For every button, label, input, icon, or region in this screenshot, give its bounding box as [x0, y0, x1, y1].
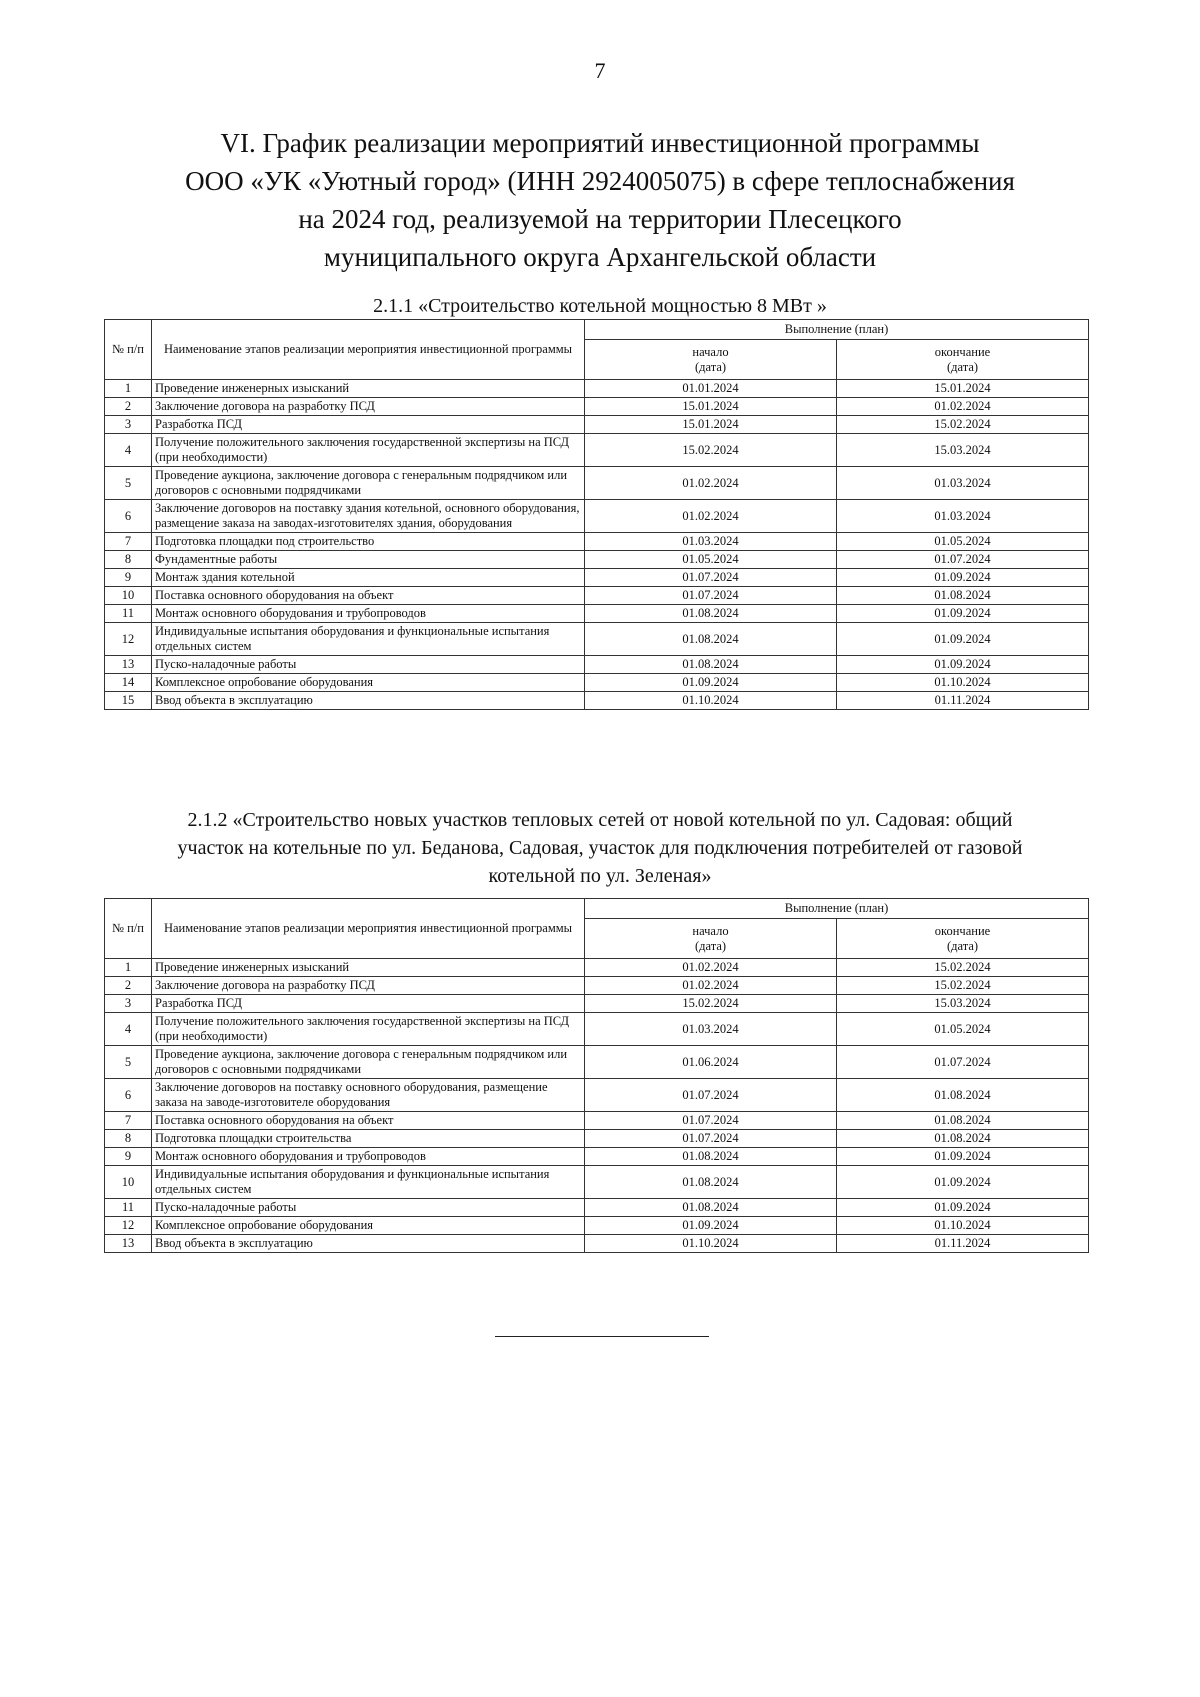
row-end-date: 01.09.2024 [837, 605, 1089, 623]
row-start-date: 01.07.2024 [585, 569, 837, 587]
row-end-date: 01.11.2024 [837, 1235, 1089, 1253]
row-number: 11 [105, 605, 152, 623]
row-stage: Монтаж здания котельной [152, 569, 585, 587]
row-number: 11 [105, 1199, 152, 1217]
row-number: 6 [105, 500, 152, 533]
table-row [105, 977, 1089, 995]
row-start-date: 01.07.2024 [585, 587, 837, 605]
header-end-label: окончание [934, 923, 991, 938]
row-start-date: 01.08.2024 [585, 656, 837, 674]
row-start-date: 15.01.2024 [585, 416, 837, 434]
table-row [105, 1199, 1089, 1217]
row-stage: Заключение договора на разработку ПСД [152, 398, 585, 416]
row-end-date: 01.09.2024 [837, 569, 1089, 587]
header-start-label: начало [692, 344, 729, 359]
row-end-date: 01.08.2024 [837, 587, 1089, 605]
table-row [105, 692, 1089, 710]
title-line: на 2024 год, реализуемой на территории Плесецкого [298, 204, 902, 234]
section2-caption [100, 806, 1100, 890]
table-row [105, 500, 1089, 533]
header-start-sub: (дата) [694, 359, 727, 374]
row-number: 12 [105, 623, 152, 656]
row-end-date: 01.05.2024 [837, 1013, 1089, 1046]
row-end-date: 15.02.2024 [837, 416, 1089, 434]
table-row [105, 467, 1089, 500]
row-stage: Фундаментные работы [152, 551, 585, 569]
header-stage: Наименование этапов реализации мероприятия инвестиционной программы [152, 899, 585, 959]
row-end-date: 15.03.2024 [837, 995, 1089, 1013]
row-number: 10 [105, 587, 152, 605]
section1-rows [105, 380, 1089, 710]
table-row [105, 959, 1089, 977]
row-stage: Подготовка площадки строительства [152, 1130, 585, 1148]
row-stage: Поставка основного оборудования на объект [152, 587, 585, 605]
row-end-date: 15.03.2024 [837, 434, 1089, 467]
row-start-date: 01.05.2024 [585, 551, 837, 569]
row-start-date: 01.07.2024 [585, 1079, 837, 1112]
section1-caption: 2.1.1 «Строительство котельной мощностью 8 МВт » [373, 295, 827, 317]
row-start-date: 01.01.2024 [585, 380, 837, 398]
row-end-date: 01.11.2024 [837, 692, 1089, 710]
row-end-date: 01.08.2024 [837, 1112, 1089, 1130]
row-start-date: 01.10.2024 [585, 692, 837, 710]
row-stage: Проведение аукциона, заключение договора с генеральным подрядчиком или договоров с основными подрядчиками [152, 1046, 585, 1079]
table-row [105, 587, 1089, 605]
row-number: 7 [105, 1112, 152, 1130]
table-row [105, 1217, 1089, 1235]
row-start-date: 01.06.2024 [585, 1046, 837, 1079]
header-end-label: окончание [934, 344, 991, 359]
row-start-date: 01.02.2024 [585, 959, 837, 977]
row-stage: Поставка основного оборудования на объект [152, 1112, 585, 1130]
row-start-date: 01.07.2024 [585, 1130, 837, 1148]
row-number: 9 [105, 569, 152, 587]
row-start-date: 01.08.2024 [585, 623, 837, 656]
row-stage: Проведение инженерных изысканий [152, 959, 585, 977]
row-start-date: 01.08.2024 [585, 605, 837, 623]
row-end-date: 01.10.2024 [837, 674, 1089, 692]
table-row [105, 1079, 1089, 1112]
header-start [585, 919, 837, 959]
row-stage: Проведение аукциона, заключение договора с генеральным подрядчиком или договоров с основными подрядчиками [152, 467, 585, 500]
header-start [585, 340, 837, 380]
row-stage: Комплексное опробование оборудования [152, 1217, 585, 1235]
row-stage: Индивидуальные испытания оборудования и функциональные испытания отдельных систем [152, 1166, 585, 1199]
row-end-date: 01.02.2024 [837, 398, 1089, 416]
row-number: 1 [105, 380, 152, 398]
title-line: ООО «УК «Уютный город» (ИНН 2924005075) в сфере теплоснабжения [185, 166, 1015, 196]
row-start-date: 01.02.2024 [585, 467, 837, 500]
table-row [105, 434, 1089, 467]
row-start-date: 01.09.2024 [585, 1217, 837, 1235]
table-row [105, 623, 1089, 656]
caption-line: котельной по ул. Зеленая» [488, 865, 712, 887]
row-number: 5 [105, 467, 152, 500]
row-end-date: 01.09.2024 [837, 656, 1089, 674]
row-stage: Заключение договора на разработку ПСД [152, 977, 585, 995]
row-end-date: 01.09.2024 [837, 1199, 1089, 1217]
table-row [105, 995, 1089, 1013]
row-stage: Проведение инженерных изысканий [152, 380, 585, 398]
row-stage: Получение положительного заключения государственной экспертизы на ПСД (при необходимости) [152, 1013, 585, 1046]
table-row [105, 1046, 1089, 1079]
row-number: 14 [105, 674, 152, 692]
table-row [105, 1166, 1089, 1199]
row-stage: Получение положительного заключения государственной экспертизы на ПСД (при необходимости) [152, 434, 585, 467]
row-stage: Разработка ПСД [152, 416, 585, 434]
row-end-date: 01.07.2024 [837, 551, 1089, 569]
table-row [105, 656, 1089, 674]
row-number: 4 [105, 434, 152, 467]
row-start-date: 15.02.2024 [585, 995, 837, 1013]
header-stage: Наименование этапов реализации мероприятия инвестиционной программы [152, 320, 585, 380]
table-row [105, 416, 1089, 434]
row-end-date: 01.08.2024 [837, 1079, 1089, 1112]
row-stage: Заключение договоров на поставку здания котельной, основного оборудования, размещение заказа на заводах-изготовителях здания, оборудования [152, 500, 585, 533]
row-end-date: 01.03.2024 [837, 467, 1089, 500]
row-stage: Монтаж основного оборудования и трубопроводов [152, 605, 585, 623]
row-number: 6 [105, 1079, 152, 1112]
row-end-date: 01.05.2024 [837, 533, 1089, 551]
table-row [105, 674, 1089, 692]
section2-rows [105, 959, 1089, 1253]
row-stage: Заключение договоров на поставку основного оборудования, размещение заказа на заводе-изготовителе оборудования [152, 1079, 585, 1112]
title-line: муниципального округа Архангельской области [323, 242, 877, 272]
row-number: 13 [105, 656, 152, 674]
header-end [837, 340, 1089, 380]
table-row [105, 380, 1089, 398]
row-number: 1 [105, 959, 152, 977]
table-row [105, 1112, 1089, 1130]
caption-line: 2.1.2 «Строительство новых участков тепловых сетей от новой котельной по ул. Садовая: общий [187, 809, 1013, 831]
row-start-date: 01.03.2024 [585, 1013, 837, 1046]
row-start-date: 15.01.2024 [585, 398, 837, 416]
row-end-date: 01.10.2024 [837, 1217, 1089, 1235]
page-title [100, 124, 1100, 276]
row-stage: Подготовка площадки под строительство [152, 533, 585, 551]
row-start-date: 01.08.2024 [585, 1199, 837, 1217]
row-start-date: 01.03.2024 [585, 533, 837, 551]
row-end-date: 15.02.2024 [837, 977, 1089, 995]
row-start-date: 01.10.2024 [585, 1235, 837, 1253]
row-start-date: 01.08.2024 [585, 1166, 837, 1199]
row-number: 2 [105, 977, 152, 995]
row-number: 3 [105, 416, 152, 434]
table-row [105, 605, 1089, 623]
row-start-date: 01.09.2024 [585, 674, 837, 692]
row-end-date: 01.07.2024 [837, 1046, 1089, 1079]
row-number: 3 [105, 995, 152, 1013]
caption-line: участок на котельные по ул. Беданова, Садовая, участок для подключения потребителей от газовой [177, 837, 1023, 859]
page-number: 7 [594, 58, 606, 83]
row-number: 8 [105, 1130, 152, 1148]
table-row [105, 533, 1089, 551]
row-end-date: 01.08.2024 [837, 1130, 1089, 1148]
table-row [105, 1013, 1089, 1046]
header-execution: Выполнение (план) [585, 899, 1089, 919]
table-row [105, 551, 1089, 569]
row-end-date: 01.03.2024 [837, 500, 1089, 533]
row-stage: Ввод объекта в эксплуатацию [152, 1235, 585, 1253]
row-end-date: 01.09.2024 [837, 1166, 1089, 1199]
row-number: 4 [105, 1013, 152, 1046]
row-stage: Ввод объекта в эксплуатацию [152, 692, 585, 710]
row-number: 7 [105, 533, 152, 551]
row-stage: Разработка ПСД [152, 995, 585, 1013]
section1-table [104, 319, 1089, 710]
row-number: 8 [105, 551, 152, 569]
row-stage: Комплексное опробование оборудования [152, 674, 585, 692]
title-line: VI. График реализации мероприятий инвестиционной программы [220, 128, 980, 158]
header-execution: Выполнение (план) [585, 320, 1089, 340]
table-row [105, 1148, 1089, 1166]
section2-table [104, 898, 1089, 1253]
row-start-date: 01.07.2024 [585, 1112, 837, 1130]
closing-rule [495, 1336, 709, 1337]
row-number: 9 [105, 1148, 152, 1166]
table-row [105, 569, 1089, 587]
row-start-date: 01.08.2024 [585, 1148, 837, 1166]
header-num: № п/п [105, 899, 152, 959]
row-end-date: 15.01.2024 [837, 380, 1089, 398]
row-start-date: 01.02.2024 [585, 977, 837, 995]
row-start-date: 15.02.2024 [585, 434, 837, 467]
row-number: 5 [105, 1046, 152, 1079]
table-row [105, 398, 1089, 416]
header-start-label: начало [692, 923, 729, 938]
header-end [837, 919, 1089, 959]
row-stage: Пуско-наладочные работы [152, 656, 585, 674]
row-number: 2 [105, 398, 152, 416]
table-row [105, 1235, 1089, 1253]
header-end-sub: (дата) [946, 359, 979, 374]
row-start-date: 01.02.2024 [585, 500, 837, 533]
row-number: 10 [105, 1166, 152, 1199]
row-number: 15 [105, 692, 152, 710]
row-end-date: 15.02.2024 [837, 959, 1089, 977]
table-row [105, 1130, 1089, 1148]
header-end-sub: (дата) [946, 938, 979, 953]
row-end-date: 01.09.2024 [837, 623, 1089, 656]
row-number: 12 [105, 1217, 152, 1235]
row-stage: Монтаж основного оборудования и трубопроводов [152, 1148, 585, 1166]
row-stage: Индивидуальные испытания оборудования и функциональные испытания отдельных систем [152, 623, 585, 656]
row-number: 13 [105, 1235, 152, 1253]
header-num: № п/п [105, 320, 152, 380]
header-start-sub: (дата) [694, 938, 727, 953]
row-end-date: 01.09.2024 [837, 1148, 1089, 1166]
row-stage: Пуско-наладочные работы [152, 1199, 585, 1217]
